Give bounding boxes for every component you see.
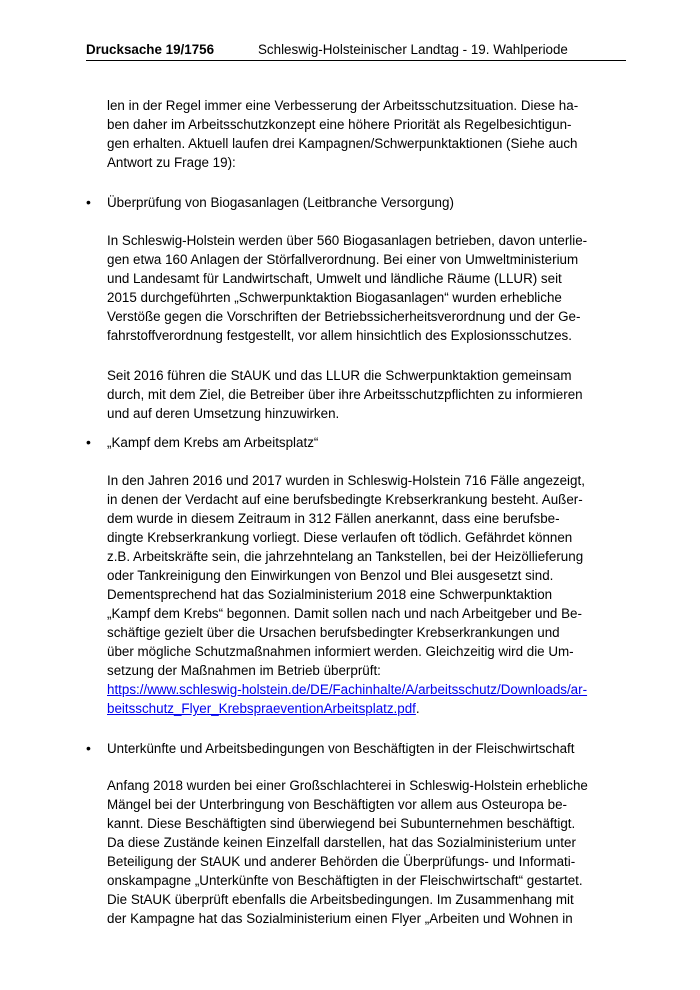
- text-line: gen etwa 160 Anlagen der Störfallverordnung. Bei einer von Umweltministerium: [107, 252, 579, 267]
- text-line: über mögliche Schutzmaßnahmen informiert werden. Gleichzeitig wird die Um-: [107, 644, 574, 659]
- text-line: ben daher im Arbeitsschutzkonzept eine höhere Priorität als Regelbesichtigun-: [107, 117, 572, 132]
- text-line: und Landesamt für Landwirtschaft, Umwelt und ländliche Räume (LLUR) seit: [107, 271, 562, 286]
- link-suffix: .: [415, 701, 420, 716]
- page-header: [86, 41, 626, 59]
- flyer-link-part-1[interactable]: https://www.schleswig-holstein.de/DE/Fachinhalte/A/arbeitsschutz/Downloads/ar-: [107, 682, 588, 697]
- text-line: len in der Regel immer eine Verbesserung der Arbeitsschutzsituation. Diese ha-: [107, 98, 579, 113]
- document-number: Drucksache 19/1756: [86, 42, 215, 57]
- link-line: [107, 680, 627, 699]
- intro-paragraph: [107, 96, 627, 172]
- bullet-title: „Kampf dem Krebs am Arbeitsplatz“: [107, 435, 319, 450]
- bullet-icon: •: [86, 434, 91, 450]
- text-line: Verstöße gegen die Vorschriften der Betriebssicherheitsverordnung und der Ge-: [107, 309, 581, 324]
- biogas-paragraph-1: [107, 231, 627, 345]
- text-line: der Kampagne hat das Sozialministerium einen Flyer „Arbeiten und Wohnen in: [107, 911, 573, 926]
- text-line: dem wurde in diesem Zeitraum in 312 Fällen anerkannt, dass eine berufsbe-: [107, 511, 560, 526]
- text-line: Beteiligung der StAUK und anderer Behörden die Überprüfungs- und Informati-: [107, 854, 576, 869]
- text-line: Anfang 2018 wurden bei einer Großschlachterei in Schleswig-Holstein erhebliche: [107, 778, 588, 793]
- text-line: Die StAUK überprüft ebenfalls die Arbeitsbedingungen. Im Zusammenhang mit: [107, 892, 574, 907]
- biogas-paragraph-2: [107, 366, 627, 423]
- text-line: fahrstoffverordnung festgestellt, vor allem hinsichtlich des Explosionsschutzes.: [107, 328, 572, 343]
- text-line: z.B. Arbeitskräfte sein, die jahrzehntelang an Tankstellen, bei der Heizöllieferung: [107, 549, 584, 564]
- text-line: „Kampf dem Krebs“ begonnen. Damit sollen nach und nach Arbeitgeber und Be-: [107, 606, 582, 621]
- text-line: onskampagne „Unterkünfte von Beschäftigten in der Fleischwirtschaft“ gestartet.: [107, 873, 583, 888]
- text-line: gen erhalten. Aktuell laufen drei Kampagnen/Schwerpunktaktionen (Siehe auch: [107, 136, 578, 151]
- text-line: Mängel bei der Unterbringung von Beschäftigten vor allem aus Osteuropa be-: [107, 797, 568, 812]
- meat-industry-paragraph: [107, 776, 627, 928]
- text-line: dingte Krebserkrankung vorliegt. Diese verlaufen oft tödlich. Gefährdet können: [107, 530, 573, 545]
- text-line: Da diese Zustände keinen Einzelfall darstellen, hat das Sozialministerium unter: [107, 835, 576, 850]
- text-line: kannt. Diese Beschäftigten sind überwiegend bei Subunternehmen beschäftigt.: [107, 816, 576, 831]
- text-line: durch, mit dem Ziel, die Betreiber über ihre Arbeitsschutzpflichten zu informieren: [107, 387, 583, 402]
- text-line: Dementsprechend hat das Sozialministerium 2018 eine Schwerpunktaktion: [107, 587, 553, 602]
- bullet-icon: •: [86, 740, 91, 756]
- text-line: Seit 2016 führen die StAUK und das LLUR die Schwerpunktaktion gemeinsam: [107, 368, 572, 383]
- bullet-title: Unterkünfte und Arbeitsbedingungen von Beschäftigten in der Fleischwirtschaft: [107, 741, 575, 756]
- text-line: schäftige gezielt über die Ursachen berufsbedingter Krebserkrankungen und: [107, 625, 560, 640]
- text-line: und auf deren Umsetzung hinzuwirken.: [107, 406, 340, 421]
- link-line: [107, 699, 627, 718]
- text-line: In den Jahren 2016 und 2017 wurden in Schleswig-Holstein 716 Fälle angezeigt,: [107, 473, 585, 488]
- text-line: In Schleswig-Holstein werden über 560 Biogasanlagen betrieben, davon unterlie-: [107, 233, 588, 248]
- text-line: oder Tankreinigung den Einwirkungen von Benzol und Blei ausgesetzt sind.: [107, 568, 554, 583]
- text-line: 2015 durchgeführten „Schwerpunktaktion Biogasanlagen“ wurden erhebliche: [107, 290, 562, 305]
- text-line: Antwort zu Frage 19):: [107, 155, 236, 170]
- text-line: setzung der Maßnahmen im Betrieb überprüft:: [107, 663, 381, 678]
- header-divider: [86, 60, 626, 61]
- bullet-icon: •: [86, 194, 91, 210]
- document-title: Schleswig-Holsteinischer Landtag - 19. Wahlperiode: [258, 42, 568, 57]
- flyer-link-part-2[interactable]: beitsschutz_Flyer_KrebspraeventionArbeitsplatz.pdf: [107, 701, 416, 716]
- bullet-title: Überprüfung von Biogasanlagen (Leitbranche Versorgung): [107, 195, 454, 210]
- cancer-paragraph: [107, 471, 627, 718]
- text-line: in denen der Verdacht auf eine berufsbedingte Krebserkrankung besteht. Außer-: [107, 492, 583, 507]
